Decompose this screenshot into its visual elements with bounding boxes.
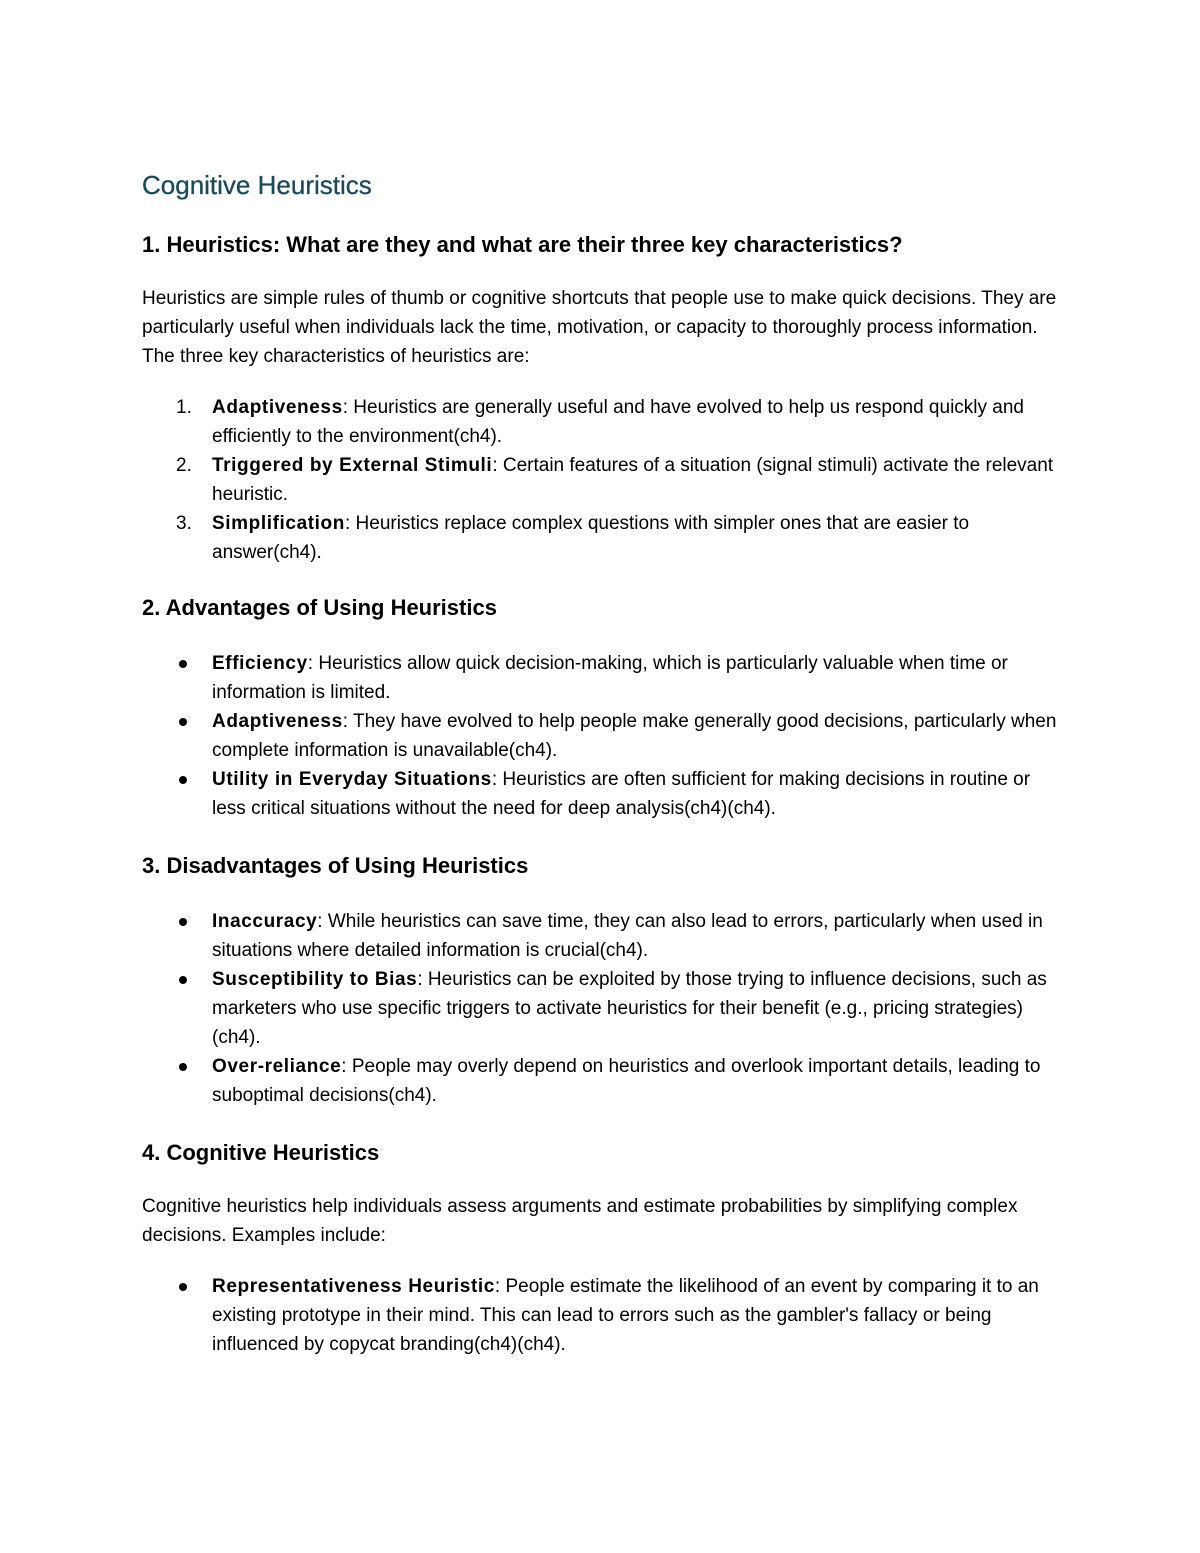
- list-number: 2.: [176, 455, 192, 476]
- characteristics-list: [142, 393, 1062, 567]
- item-text: : Heuristics are generally useful and have evolved to help us respond quickly and efficiently to the environment(ch4).: [212, 397, 1024, 447]
- item-text: : People may overly depend on heuristics and overlook important details, leading to suboptimal decisions(ch4).: [212, 1056, 1041, 1106]
- item-term: Simplification: [212, 513, 345, 534]
- item-term: Efficiency: [212, 653, 308, 674]
- item-term: Inaccuracy: [212, 911, 318, 932]
- item-term: Utility in Everyday Situations: [212, 769, 492, 790]
- list-item: [142, 1052, 1062, 1110]
- bullet-icon: [179, 660, 187, 668]
- item-text: : Heuristics can be exploited by those trying to influence decisions, such as marketers who use specific triggers to activate heuristics for their benefit (e.g., pricing strategies)(ch4).: [212, 969, 1047, 1048]
- item-text: : Heuristics allow quick decision-making, which is particularly valuable when time or information is limited.: [212, 653, 1008, 703]
- item-text: : They have evolved to help people make generally good decisions, particularly when complete information is unavailable(ch4).: [212, 711, 1057, 761]
- item-text: : Certain features of a situation (signal stimuli) activate the relevant heuristic.: [212, 455, 1054, 505]
- bullet-icon: [179, 1283, 187, 1291]
- section-heading-4: 4. Cognitive Heuristics: [142, 1140, 380, 1165]
- bullet-icon: [179, 1063, 187, 1071]
- bullet-icon: [179, 976, 187, 984]
- list-number: 1.: [176, 397, 192, 418]
- list-item: [142, 649, 1062, 707]
- list-item: [142, 451, 1062, 509]
- section-1-intro: Heuristics are simple rules of thumb or cognitive shortcuts that people use to make quick decisions. They are particularly useful when individuals lack the time, motivation, or capacity to thoroughly process information. The three key characteristics of heuristics are:: [142, 288, 1057, 367]
- item-text: : People estimate the likelihood of an event by comparing it to an existing prototype in their mind. This can lead to errors such as the gambler's fallacy or being influenced by copycat branding(ch4)(ch4).: [212, 1276, 1039, 1355]
- item-term: Representativeness Heuristic: [212, 1276, 495, 1297]
- section-heading-1: 1. Heuristics: What are they and what are their three key characteristics?: [142, 232, 903, 257]
- item-term: Over-reliance: [212, 1056, 342, 1077]
- disadvantages-list: [142, 907, 1062, 1110]
- section-heading-2: 2. Advantages of Using Heuristics: [142, 595, 497, 620]
- item-term: Susceptibility to Bias: [212, 969, 418, 990]
- bullet-icon: [179, 918, 187, 926]
- list-item: [142, 509, 1062, 567]
- item-term: Triggered by External Stimuli: [212, 455, 493, 476]
- document-page: [142, 168, 1062, 1359]
- bullet-icon: [179, 718, 187, 726]
- list-number: 3.: [176, 513, 192, 534]
- advantages-list: [142, 649, 1062, 823]
- bullet-icon: [179, 776, 187, 784]
- item-term: Adaptiveness: [212, 397, 343, 418]
- examples-list: [142, 1272, 1062, 1359]
- list-item: [142, 965, 1062, 1052]
- page-title: Cognitive Heuristics: [142, 170, 372, 200]
- item-text: : Heuristics replace complex questions with simpler ones that are easier to answer(ch4).: [212, 513, 970, 563]
- list-item: [142, 393, 1062, 451]
- item-term: Adaptiveness: [212, 711, 343, 732]
- list-item: [142, 707, 1062, 765]
- item-text: : Heuristics are often sufficient for making decisions in routine or less critical situations without the need for deep analysis(ch4)(ch4).: [212, 769, 1031, 819]
- list-item: [142, 907, 1062, 965]
- item-text: : While heuristics can save time, they can also lead to errors, particularly when used in situations where detailed information is crucial(ch4).: [212, 911, 1043, 961]
- section-4-intro: Cognitive heuristics help individuals assess arguments and estimate probabilities by simplifying complex decisions. Examples include:: [142, 1196, 1018, 1246]
- section-heading-3: 3. Disadvantages of Using Heuristics: [142, 853, 529, 878]
- list-item: [142, 1272, 1062, 1359]
- list-item: [142, 765, 1062, 823]
